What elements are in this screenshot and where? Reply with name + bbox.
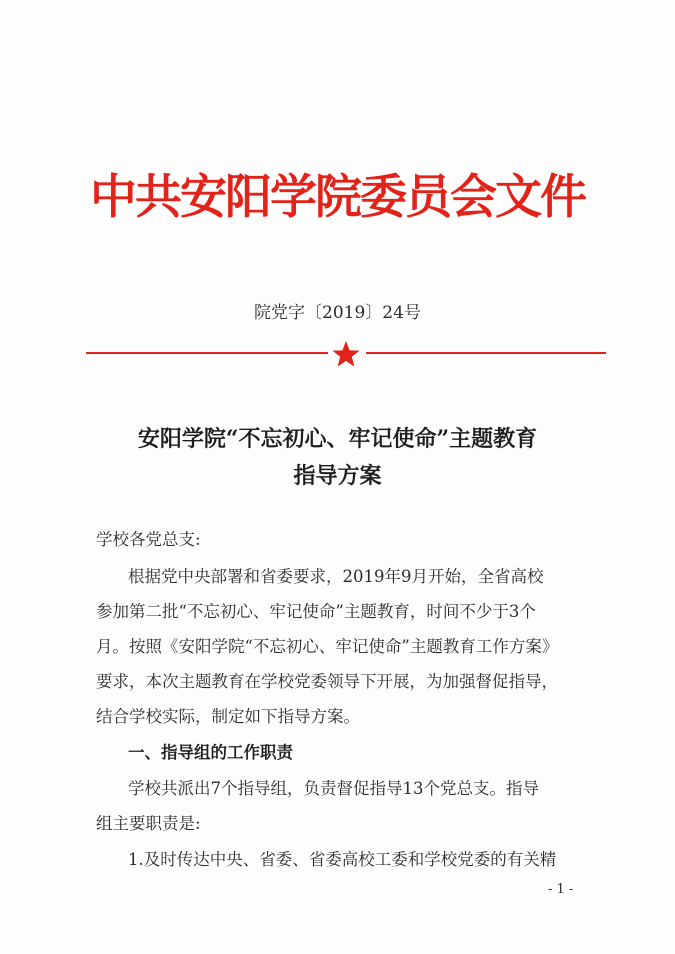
paragraph-1-line-3: 月。按照《安阳学院“不忘初心、牢记使命”主题教育工作方案》 (96, 637, 559, 656)
list-item-1: 1.及时传达中央、省委、省委高校工委和学校党委的有关精 (128, 850, 557, 869)
header-divider-left (86, 352, 328, 354)
org-header-title: 中共安阳学院委员会文件 (90, 170, 585, 225)
document-number: 院党字〔2019〕24号 (254, 303, 421, 323)
page-number: - 1 - (548, 882, 574, 897)
document-title-line-1: 安阳学院“不忘初心、牢记使命”主题教育 (137, 426, 538, 452)
paragraph-1-line-5: 结合学校实际，制定如下指导方案。 (96, 707, 360, 726)
paragraph-2-line-1: 学校共派出7个指导组，负责督促指导13个党总支。指导 (128, 779, 539, 798)
paragraph-1-line-1: 根据党中央部署和省委要求，2019年9月开始，全省高校 (128, 567, 544, 586)
header-divider-right (366, 352, 606, 354)
section-heading-1: 一、指导组的工作职责 (128, 743, 293, 762)
paragraph-2-line-2: 组主要职责是: (96, 814, 201, 833)
document-title-line-2: 指导方案 (293, 463, 382, 489)
paragraph-1-line-4: 要求，本次主题教育在学校党委领导下开展，为加强督促指导， (96, 672, 558, 691)
salutation: 学校各党总支: (96, 530, 201, 549)
paragraph-1-line-2: 参加第二批“不忘初心、牢记使命”主题教育，时间不少于3个 (96, 602, 536, 621)
red-star-icon (331, 340, 361, 368)
